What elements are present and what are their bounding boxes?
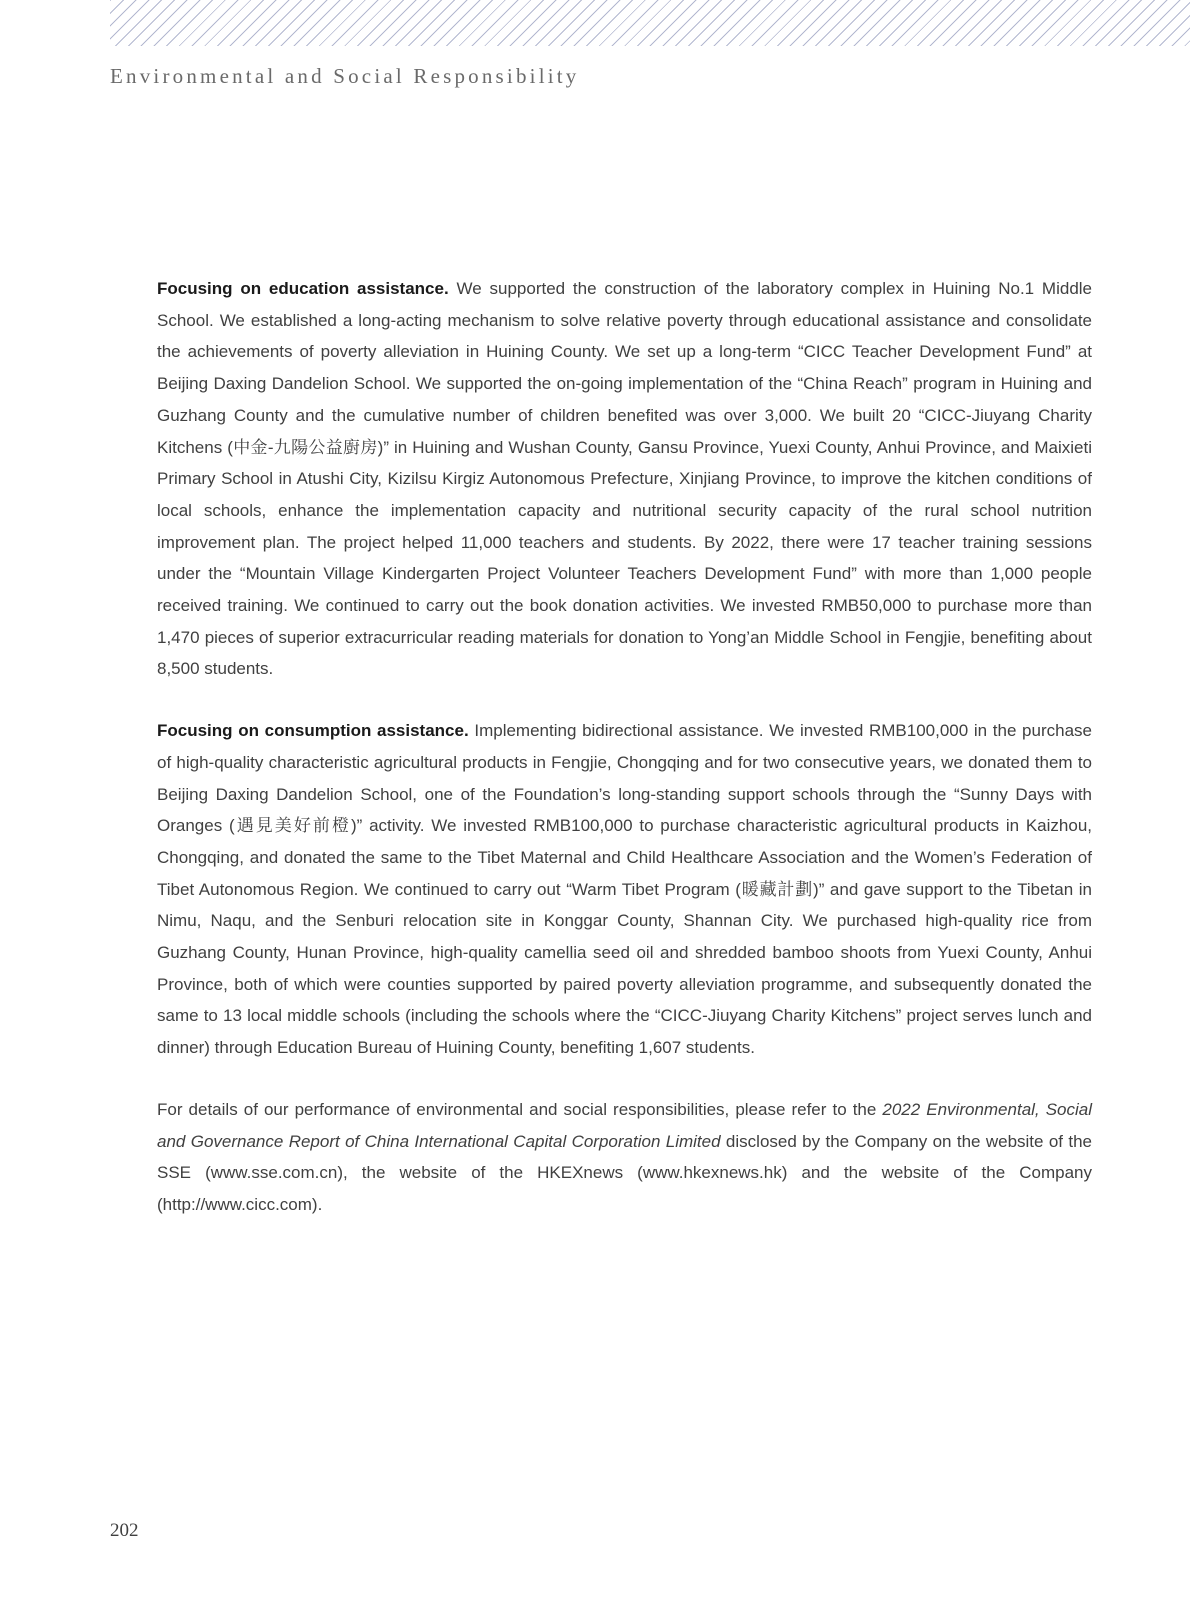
esg-report-intro: For details of our performance of environmental and social responsibilities, please refer to the — [157, 1099, 883, 1119]
education-assistance-body: We supported the construction of the laboratory complex in Huining No.1 Middle School. We established a long-acting mechanism to solve relative poverty through educational assistance and consolidate the achievements of poverty alleviation in Huining County. We set up a long-term “CICC Teacher Development Fund” at Beijing Daxing Dandelion School. We supported the on-going implementation of the “China Reach” program in Huining and Guzhang County and the cumulative number of children benefited was over 3,000. We built 20 “CICC-Jiuyang Charity Kitchens (中金-九陽公益廚房)” in Huining and Wushan County, Gansu Province, Yuexi County, Anhui Province, and Maixieti Primary School in Atushi City, Kizilsu Kirgiz Autonomous Prefecture, Xinjiang Province, to improve the kitchen conditions of local schools, enhance the implementation capacity and nutritional security capacity of the rural school nutrition improvement plan. The project helped 11,000 teachers and students. By 2022, there were 17 teacher training sessions under the “Mountain Village Kindergarten Project Volunteer Teachers Development Fund” with more than 1,000 people received training. We continued to carry out the book donation activities. We invested RMB50,000 to purchase more than 1,470 pieces of superior extracurricular reading materials for donation to Yong’an Middle School in Fengjie, benefiting about 8,500 students. — [157, 279, 1093, 679]
page-number: 202 — [110, 1520, 139, 1541]
education-assistance-lead: Focusing on education assistance. — [157, 279, 449, 298]
education-assistance-paragraph — [157, 273, 1092, 685]
esg-report-reference-paragraph — [157, 1094, 1092, 1221]
consumption-assistance-body: Implementing bidirectional assistance. We invested RMB100,000 in the purchase of high-quality characteristic agricultural products in Fengjie, Chongqing and for two consecutive years, we donated them to Beijing Daxing Dandelion School, one of the Foundation’s long-standing support schools through the “Sunny Days with Oranges (遇見美好前橙)” activity. We invested RMB100,000 to purchase characteristic agricultural products in Kaizhou, Chongqing, and donated the same to the Tibet Maternal and Child Healthcare Association and the Women’s Federation of Tibet Autonomous Region. We continued to carry out “Warm Tibet Program (暖藏計劃)” and gave support to the Tibetan in Nimu, Naqu, and the Senburi relocation site in Konggar County, Shannan City. We purchased high-quality rice from Guzhang County, Hunan Province, high-quality camellia seed oil and shredded bamboo shoots from Yuexi County, Anhui Province, both of which were counties supported by paired poverty alleviation programme, and subsequently donated the same to 13 local middle schools (including the schools where the “CICC-Jiuyang Charity Kitchens” project serves lunch and dinner) through Education Bureau of Huining County, benefiting 1,607 students. — [157, 721, 1092, 1058]
section-title: Environmental and Social Responsibility — [110, 64, 580, 88]
consumption-assistance-lead: Focusing on consumption assistance. — [157, 721, 469, 741]
consumption-assistance-paragraph — [157, 715, 1092, 1064]
esg-report-title: 2022 Environmental, Social and Governance Report of China International Capital Corporation Limited — [157, 1099, 1092, 1151]
header-hatch-band — [110, 0, 1190, 46]
esg-report-outro: disclosed by the Company on the website of the SSE (www.sse.com.cn), the website of the HKEXnews (www.hkexnews.hk) and the website of the Company (http://www.cicc.com). — [157, 1131, 1093, 1214]
main-content — [157, 273, 1092, 1251]
